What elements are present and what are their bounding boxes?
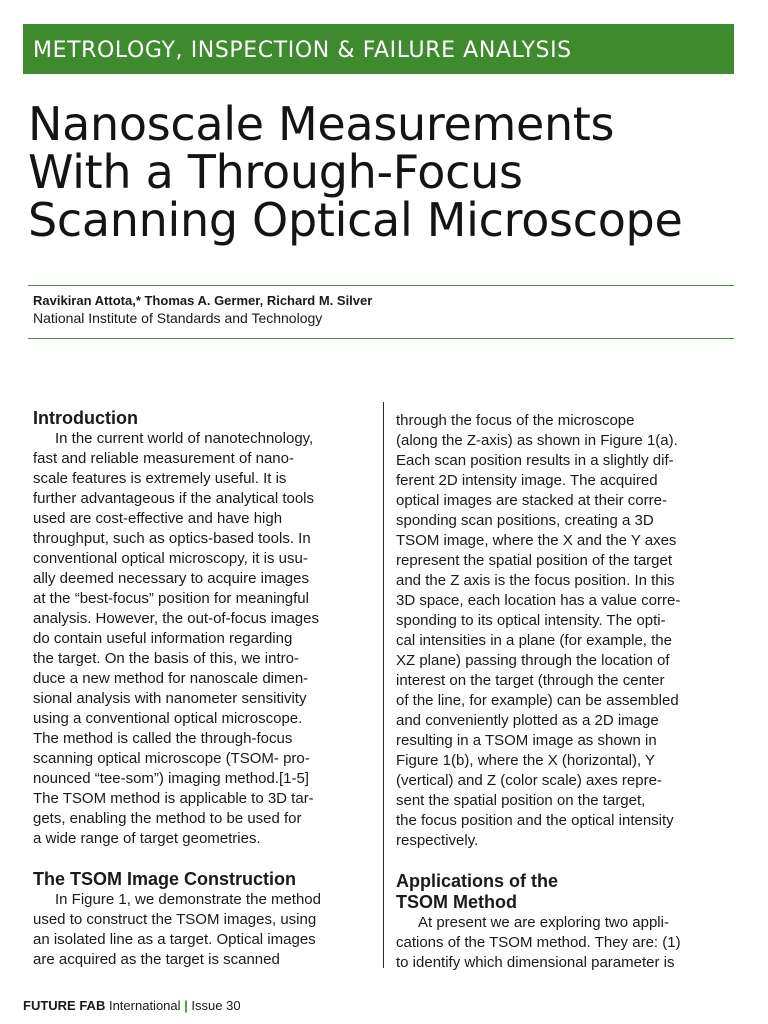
text-line: At present we are exploring two appli-	[418, 914, 669, 931]
bottom-divider-rule	[28, 338, 734, 339]
applications-body	[396, 913, 734, 973]
applications-heading-line: TSOM Method	[396, 892, 517, 912]
top-divider-rule	[28, 285, 734, 286]
tsom-construction-continued	[396, 411, 734, 851]
text-line: using a conventional optical microscope.	[33, 710, 303, 727]
footer-publication: International	[108, 998, 181, 1013]
author-list: Ravikiran Attota,* Thomas A. Germer, Richard M. Silver	[33, 293, 373, 308]
text-line: sponding to its optical intensity. The opti-	[396, 612, 666, 629]
text-line: fast and reliable measurement of nano-	[33, 450, 294, 467]
text-line: XZ plane) passing through the location of	[396, 652, 670, 669]
article-title	[28, 97, 748, 247]
text-line: do contain useful information regarding	[33, 630, 293, 647]
spacer	[396, 851, 734, 871]
footer-separator: |	[184, 998, 188, 1013]
text-line: further advantageous if the analytical tools	[33, 490, 315, 507]
text-line: sponding scan positions, creating a 3D	[396, 512, 654, 529]
tsom-construction-body	[33, 890, 371, 970]
text-line: analysis. However, the out-of-focus images	[33, 610, 319, 627]
text-line: In the current world of nanotechnology,	[55, 430, 314, 447]
page-footer	[23, 998, 241, 1013]
text-line: sional analysis with nanometer sensitivity	[33, 690, 307, 707]
introduction-body	[33, 429, 371, 849]
text-line: and the Z axis is the focus position. In this	[396, 572, 675, 589]
section-banner-text: METROLOGY, INSPECTION & FAILURE ANALYSIS	[33, 38, 572, 63]
column-divider	[383, 402, 384, 968]
text-line: resulting in a TSOM image as shown in	[396, 732, 657, 749]
text-line: 3D space, each location has a value corre-	[396, 592, 681, 609]
text-line: a wide range of target geometries.	[33, 830, 261, 847]
text-line: In Figure 1, we demonstrate the method	[55, 891, 321, 908]
text-line: scanning optical microscope (TSOM- pro-	[33, 750, 310, 767]
tsom-construction-heading: The TSOM Image Construction	[33, 869, 297, 889]
text-line: ferent 2D intensity image. The acquired	[396, 472, 658, 489]
text-line: (vertical) and Z (color scale) axes repre-	[396, 772, 662, 789]
text-line: used are cost-effective and have high	[33, 510, 283, 527]
text-line: TSOM image, where the X and the Y axes	[396, 532, 677, 549]
text-line: sent the spatial position on the target,	[396, 792, 646, 809]
text-line: The method is called the through-focus	[33, 730, 293, 747]
text-line: interest on the target (through the center	[396, 672, 665, 689]
text-line: are acquired as the target is scanned	[33, 951, 280, 968]
text-line: cations of the TSOM method. They are: (1)	[396, 934, 681, 951]
text-line: to identify which dimensional parameter is	[396, 954, 675, 971]
title-line: Nanoscale Measurements	[28, 97, 615, 151]
text-line: Each scan position results in a slightly dif-	[396, 452, 674, 469]
text-line: of the line, for example) can be assembled	[396, 692, 679, 709]
text-line: cal intensities in a plane (for example, the	[396, 632, 672, 649]
text-line: optical images are stacked at their corre-	[396, 492, 667, 509]
title-line: Scanning Optical Microscope	[28, 193, 683, 247]
text-line: (along the Z-axis) as shown in Figure 1(a).	[396, 432, 678, 449]
text-line: The TSOM method is applicable to 3D tar-	[33, 790, 314, 807]
spacer	[33, 849, 371, 869]
text-line: the focus position and the optical intensity	[396, 812, 674, 829]
text-line: respectively.	[396, 832, 479, 849]
text-line: the target. On the basis of this, we intro-	[33, 650, 299, 667]
right-column	[396, 411, 734, 973]
introduction-heading: Introduction	[33, 408, 138, 428]
footer-brand: FUTURE FAB	[23, 998, 106, 1013]
text-line: throughput, such as optics-based tools. In	[33, 530, 311, 547]
footer-issue: Issue 30	[191, 998, 241, 1013]
text-line: gets, enabling the method to be used for	[33, 810, 302, 827]
text-line: duce a new method for nanoscale dimen-	[33, 670, 309, 687]
text-line: ally deemed necessary to acquire images	[33, 570, 309, 587]
text-line: nounced “tee-som”) imaging method.[1-5]	[33, 770, 309, 787]
text-line: conventional optical microscopy, it is usu-	[33, 550, 308, 567]
applications-heading-line: Applications of the	[396, 871, 558, 891]
text-line: an isolated line as a target. Optical images	[33, 931, 316, 948]
text-line: represent the spatial position of the target	[396, 552, 673, 569]
text-line: through the focus of the microscope	[396, 412, 635, 429]
text-line: Figure 1(b), where the X (horizontal), Y	[396, 752, 656, 769]
text-line: used to construct the TSOM images, using	[33, 911, 317, 928]
title-line: With a Through-Focus	[28, 145, 523, 199]
left-column	[33, 408, 371, 970]
text-line: and conveniently plotted as a 2D image	[396, 712, 659, 729]
text-line: scale features is extremely useful. It is	[33, 470, 287, 487]
text-line: at the “best-focus” position for meaningful	[33, 590, 309, 607]
section-banner	[23, 24, 734, 74]
author-affiliation: National Institute of Standards and Technology	[33, 310, 323, 326]
